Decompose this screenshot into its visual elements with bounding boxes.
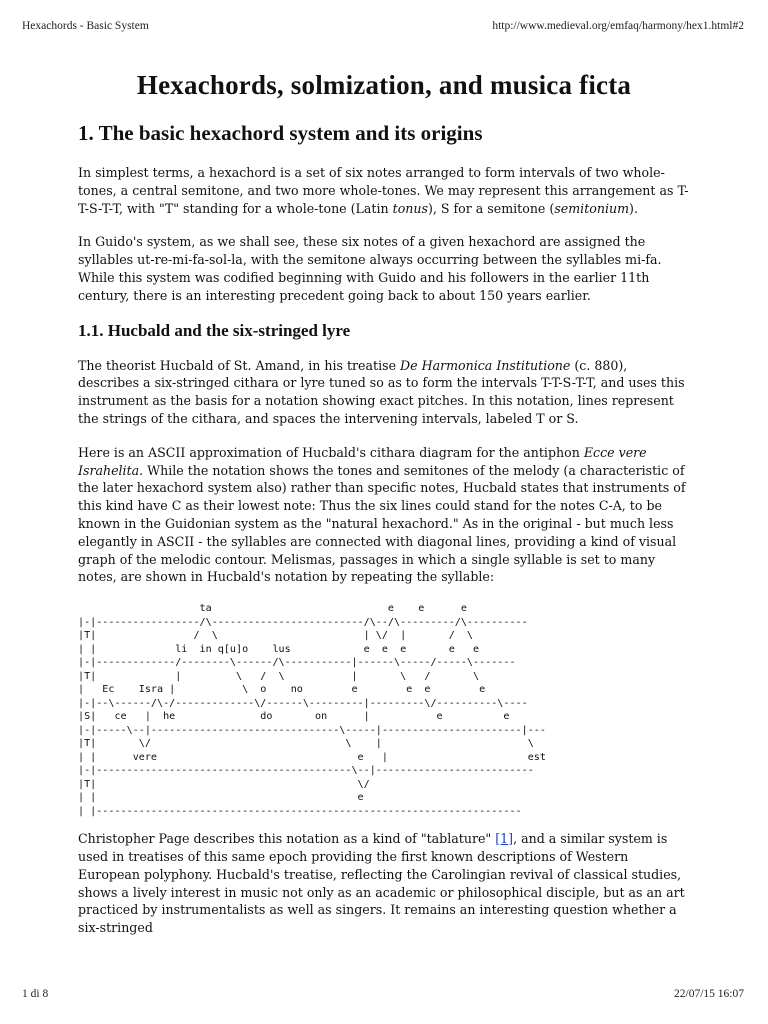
paragraph-hexachord-definition: In simplest terms, a hexachord is a set of six notes arranged to form intervals of two whole-tones, a central semitone, and two more whole-tones. We may represent this arrangement as T-T-S-T-T, with "T" standing for a whole-tone (Latin tonus), S for a semitone (semitonium). xyxy=(78,165,689,216)
article xyxy=(78,70,690,953)
page-title-header: Hexachords - Basic System xyxy=(22,20,149,32)
page-url: http://www.medieval.org/emfaq/harmony/hex1.html#2 xyxy=(492,20,744,32)
ascii-cithara-diagram: ta e e e |-|-----------------/\-------------------------/\--/\---------/\---------- |T| / \ | \/ | / \ | | li in q[u]o lus e e e e e |-|-------------/--------\------/\-----------|------\-----/-----\------- |T| | \ / \ | \ / \ | Ec Isra | \ o no e e e e |-|--\------/\-/-------------\/------\---------|---------\/----------\---- |S| ce | he do on | e e |-|-----\--|-------------------------------\-----|-----------------------|--- |T| \/ \ | \ | | vere e | est |-|------------------------------------------\--|-------------------------- |T| \/ | | e | |---------------------------------------------------------------------- xyxy=(78,603,546,817)
print-footer xyxy=(22,988,744,1000)
subsection-heading: 1.1. Hucbald and the six-stringed lyre xyxy=(78,320,351,340)
section-heading: 1. The basic hexachord system and its origins xyxy=(78,121,483,145)
document-title: Hexachords, solmization, and musica ficta xyxy=(136,70,632,100)
term-semitonium: semitonium xyxy=(554,200,630,216)
term-tonus: tonus xyxy=(392,200,428,216)
print-datetime: 22/07/15 16:07 xyxy=(674,988,744,1000)
paragraph-guido-system: In Guido's system, as we shall see, these six notes of a given hexachord are assigned the syllables ut-re-mi-fa-sol-la, with the semitone always occurring between the syllables mi-fa. While this system was codified beginning with Guido and his followers in the earlier 11th century, there is an interesting precedent going back to about 150 years earlier. xyxy=(78,234,662,303)
paragraph-tablature: Christopher Page describes this notation as a kind of "tablature" [1], and a similar system is used in treatises of this same epoch providing the first known descriptions of Western European polyphony. Hucbald's treatise, reflecting the Carolingian revival of classical studies, shows a lively interest in music not only as an academic or philosophical disciple, but as an art practiced by instrumentalists as well as singers. It remains an interesting question whether a six-stringed xyxy=(78,831,685,936)
antiphon-title: Ecce vere Israhelita. xyxy=(78,444,647,478)
treatise-title: De Harmonica Institutione xyxy=(400,357,571,373)
page-number: 1 di 8 xyxy=(22,988,49,1000)
print-header xyxy=(22,20,744,32)
footnote-link[interactable]: [1] xyxy=(495,831,514,847)
paragraph-ascii-intro: Here is an ASCII approximation of Hucbald's cithara diagram for the antiphon Ecce vere Israhelita. While the notation shows the tones and semitones of the melody (a characteristic of the later hexachord system also) rather than specific notes, Hucbald states that instruments of this kind have C as their lowest note: Thus the six lines could stand for the notes C-A, to be known in the Guidonian system as the "natural hexachord." As in the original - but much less elegantly in ASCII - the syllables are connected with diagonal lines, providing a kind of visual graph of the melodic contour. Melismas, passages in which a single syllable is set to many notes, are shown in Hucbald's notation by repeating the syllable: xyxy=(78,444,686,585)
paragraph-hucbald: The theorist Hucbald of St. Amand, in his treatise De Harmonica Institutione (c. 880), describes a six-stringed cithara or lyre tuned so as to form the intervals T-T-S-T-T, and uses this instrument as the basis for a notation showing exact pitches. In this notation, lines represent the strings of the cithara, and spaces the intervening intervals, labeled T or S. xyxy=(78,357,685,426)
